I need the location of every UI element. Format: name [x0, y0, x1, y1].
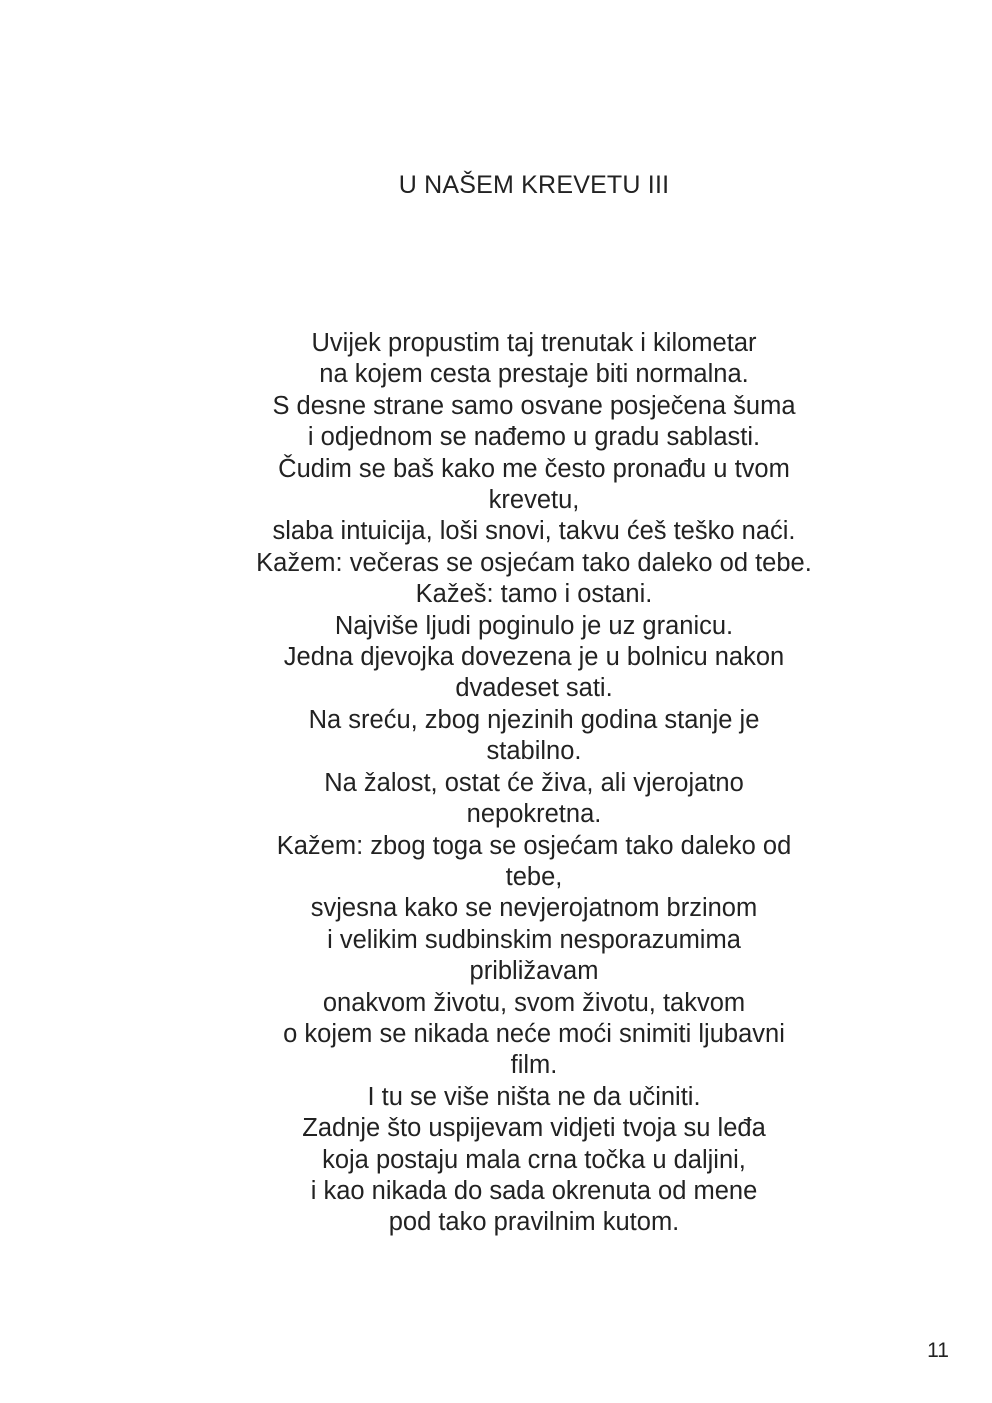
- poem-line: film.: [510, 1051, 558, 1080]
- poem-line: slaba intuicija, loši snovi, takvu ćeš teško naći.: [272, 517, 796, 546]
- poem-line: tebe,: [505, 862, 563, 891]
- poem-line: koja postaju mala crna točka u daljini,: [322, 1145, 746, 1174]
- poem-line: Kažeš: tamo i ostani.: [415, 580, 653, 609]
- poem-line: Na žalost, ostat će živa, ali vjerojatno: [324, 768, 744, 797]
- poem-line: Zadnje što uspijevam vidjeti tvoja su leđa: [302, 1114, 766, 1143]
- poem-line: nepokretna.: [466, 800, 602, 829]
- poem-line: svjesna kako se nevjerojatnom brzinom: [310, 894, 758, 923]
- poem-line: i odjednom se nađemo u gradu sablasti.: [307, 423, 761, 452]
- poem-line: Jedna djevojka dovezena je u bolnicu nakon: [283, 643, 785, 672]
- poem-line: dvadeset sati.: [455, 674, 613, 703]
- poem-line: Najviše ljudi poginulo je uz granicu.: [334, 611, 734, 640]
- poem-line: Čudim se baš kako me često pronađu u tvom: [278, 454, 790, 483]
- poem-line: stabilno.: [486, 737, 582, 766]
- poem-line: i kao nikada do sada okrenuta od mene: [310, 1176, 758, 1205]
- poem-line: I tu se više ništa ne da učiniti.: [367, 1082, 701, 1111]
- poem-line: o kojem se nikada neće moći snimiti ljubavni: [283, 1019, 785, 1048]
- poem-title: U NAŠEM KREVETU III: [398, 171, 670, 199]
- poem-line: krevetu,: [488, 486, 580, 515]
- poem-line: Kažem: zbog toga se osjećam tako daleko od: [276, 831, 792, 860]
- page-number: 11: [927, 1339, 949, 1362]
- poem-line: pod tako pravilnim kutom.: [388, 1208, 680, 1237]
- poem-line: približavam: [469, 957, 599, 986]
- poem-line: Uvijek propustim taj trenutak i kilometar: [311, 329, 757, 357]
- poem-line: Kažem: večeras se osjećam tako daleko od tebe.: [256, 548, 812, 577]
- poem-line: Na sreću, zbog njezinih godina stanje je: [308, 705, 760, 734]
- poem-line: onakvom životu, svom životu, takvom: [322, 988, 746, 1017]
- poem-line: i velikim sudbinskim nesporazumima: [327, 925, 741, 954]
- poem-body: [0, 328, 992, 1239]
- poem-line: na kojem cesta prestaje biti normalna.: [319, 360, 749, 389]
- poem-line: S desne strane samo osvane posječena šuma: [272, 391, 796, 420]
